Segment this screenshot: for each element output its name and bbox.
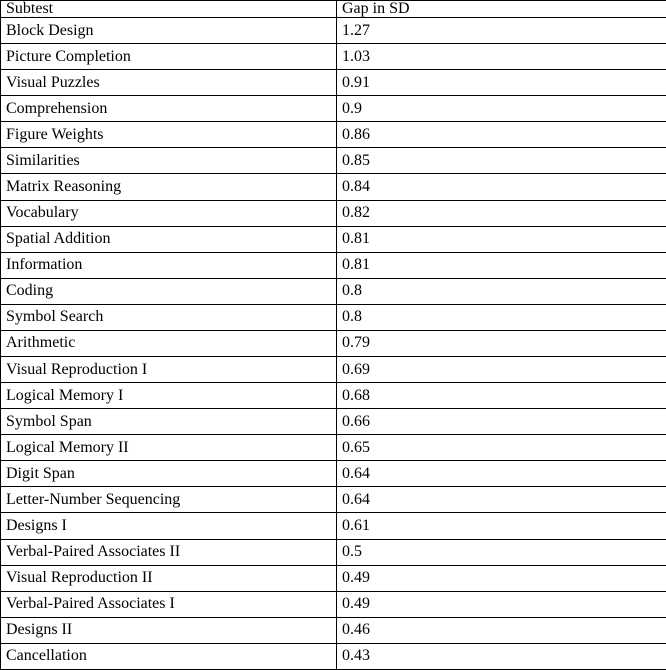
header-row [1,1,666,18]
table-row [1,461,666,487]
table-row [1,18,666,44]
table-row [1,539,666,565]
table-row [1,565,666,591]
subtest-cell: Similarities [1,148,337,174]
gap-cell: 0.49 [337,591,666,617]
gap-cell: 0.5 [337,539,666,565]
table-row [1,44,666,70]
table-row [1,409,666,435]
subtest-cell: Verbal-Paired Associates I [1,591,337,617]
table-row [1,435,666,461]
gap-cell: 0.64 [337,487,666,513]
subtest-cell: Designs II [1,617,337,643]
gap-cell: 0.86 [337,122,666,148]
table-row [1,174,666,200]
table-row [1,487,666,513]
subtest-header-label: Subtest [6,0,54,17]
table-row [1,278,666,304]
gap-cell: 0.81 [337,252,666,278]
table-row [1,357,666,383]
gap-cell: 0.82 [337,200,666,226]
table-row [1,200,666,226]
subtest-cell: Picture Completion [1,44,337,70]
subtest-cell: Visual Reproduction I [1,357,337,383]
subtest-cell: Block Design [1,18,337,44]
gap-cell: 1.27 [337,18,666,44]
gap-cell: 0.43 [337,643,666,669]
gap-cell: 0.85 [337,148,666,174]
gap-cell: 0.84 [337,174,666,200]
table-row [1,617,666,643]
subtest-cell: Coding [1,278,337,304]
subtest-cell: Spatial Addition [1,226,337,252]
gap-cell: 0.8 [337,304,666,330]
subtest-cell: Symbol Span [1,409,337,435]
column-header-gap-in-sd: Gap in SD [337,1,666,18]
table-row [1,330,666,356]
column-header-subtest [1,1,337,18]
gap-cell: 0.69 [337,357,666,383]
gap-cell: 1.03 [337,44,666,70]
table-row [1,70,666,96]
gap-cell: 0.64 [337,461,666,487]
subtest-cell: Visual Puzzles [1,70,337,96]
subtest-cell: Visual Reproduction II [1,565,337,591]
table-row [1,122,666,148]
subtest-cell: Logical Memory II [1,435,337,461]
table-row [1,252,666,278]
subtest-cell: Verbal-Paired Associates II [1,539,337,565]
subtest-cell: Logical Memory I [1,383,337,409]
subtest-cell: Information [1,252,337,278]
table-row [1,591,666,617]
gap-cell: 0.8 [337,278,666,304]
gap-cell: 0.61 [337,513,666,539]
subtest-cell: Designs I [1,513,337,539]
gap-cell: 0.91 [337,70,666,96]
subtest-cell: Vocabulary [1,200,337,226]
subtest-cell: Matrix Reasoning [1,174,337,200]
table-row [1,304,666,330]
subtest-cell: Digit Span [1,461,337,487]
table-row [1,226,666,252]
gap-cell: 0.66 [337,409,666,435]
gap-cell: 0.81 [337,226,666,252]
table-body [1,18,666,670]
subtest-cell: Arithmetic [1,330,337,356]
table-row [1,383,666,409]
subtest-cell: Symbol Search [1,304,337,330]
subtest-cell: Letter-Number Sequencing [1,487,337,513]
subtest-cell: Figure Weights [1,122,337,148]
gap-cell: 0.68 [337,383,666,409]
gap-cell: 0.46 [337,617,666,643]
table-row [1,96,666,122]
table-row [1,513,666,539]
gap-cell: 0.9 [337,96,666,122]
table-row [1,148,666,174]
gap-cell: 0.49 [337,565,666,591]
subtest-cell: Cancellation [1,643,337,669]
gap-cell: 0.65 [337,435,666,461]
subtest-cell: Comprehension [1,96,337,122]
table-row [1,643,666,669]
gap-cell: 0.79 [337,330,666,356]
